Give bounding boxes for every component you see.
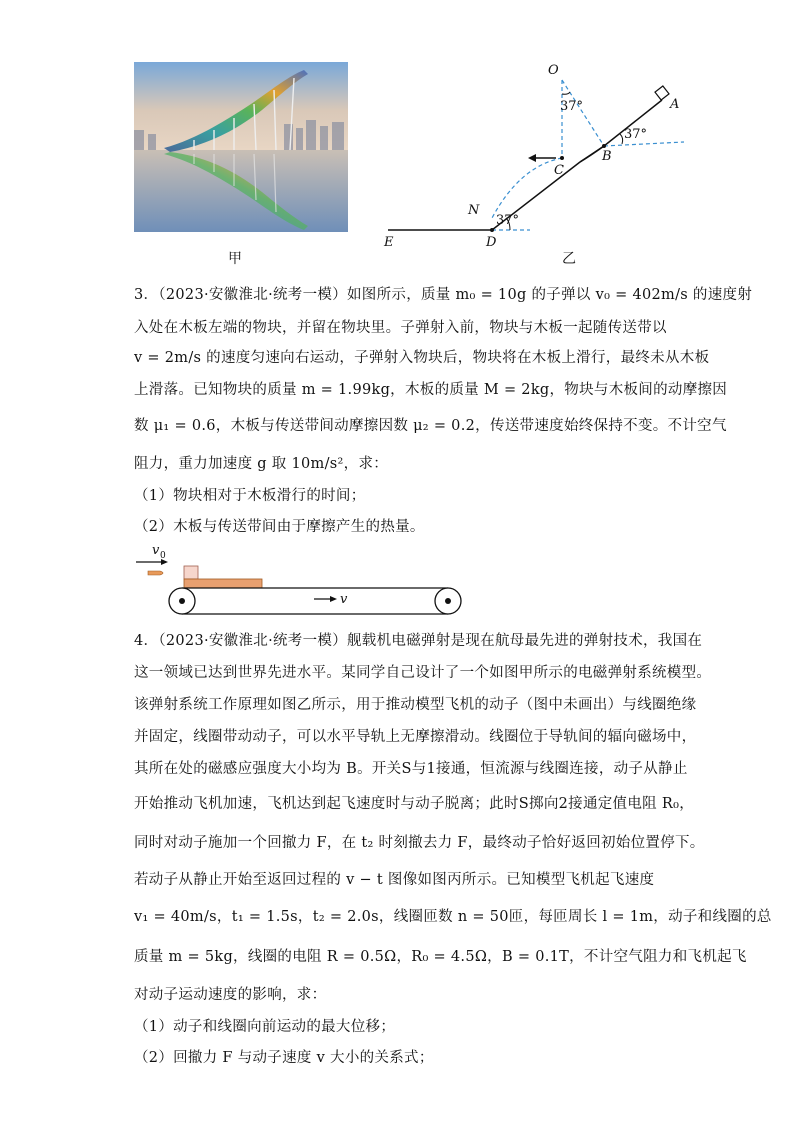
label-B: B xyxy=(602,149,612,164)
problem-4-line: 质量 m = 5kg，线圈的电阻 R = 0.5Ω，R₀ = 4.5Ω，B = 0.1T，不计空气阻力和飞机起飞 xyxy=(134,949,747,965)
problem-4-line: v₁ = 40m/s，t₁ = 1.5s，t₂ = 2.0s，线圈匝数 n = 50匝，每匝周长 l = 1m，动子和线圈的总 xyxy=(134,909,772,925)
problem-3-line: 数 μ₁ = 0.6，木板与传送带间动摩擦因数 μ₂ = 0.2，传送带速度始终保持不变。不计空气 xyxy=(134,418,727,434)
label-N: N xyxy=(468,203,480,218)
label-C: C xyxy=(554,163,564,178)
problem-4-question: （2）回撤力 F 与动子速度 v 大小的关系式； xyxy=(134,1050,434,1066)
problem-3-line: 阻力，重力加速度 g 取 10m/s²，求： xyxy=(134,456,389,472)
diagram-caption: 乙 xyxy=(562,251,576,267)
problem-4-line: 这一领域已达到世界先进水平。某同学自己设计了一个如图甲所示的电磁弹射系统模型。 xyxy=(134,665,712,681)
label-angle-O: 37° xyxy=(560,99,584,114)
conveyor-belt-figure xyxy=(134,540,470,620)
label-O: O xyxy=(548,63,559,78)
belt-velocity-label: v xyxy=(340,592,348,607)
ski-jump-photo xyxy=(134,62,348,232)
label-angle-B: 37° xyxy=(624,127,648,142)
problem-4-line: 开始推动飞机加速，飞机达到起飞速度时与动子脱离；此时S掷向2接通定值电阻 R₀， xyxy=(134,796,694,812)
label-angle-D: 37° xyxy=(496,213,520,228)
photo-caption: 甲 xyxy=(228,251,242,267)
problem-4-question: （1）动子和线圈向前运动的最大位移； xyxy=(134,1019,396,1035)
problem-4-line: 同时对动子施加一个回撤力 F，在 t₂ 时刻撤去力 F，最终动子恰好返回初始位置停下。 xyxy=(134,835,705,851)
problem-4-line: 对动子运动速度的影响，求： xyxy=(134,987,327,1003)
ski-jump-diagram xyxy=(380,58,690,250)
label-A: A xyxy=(670,97,680,112)
problem-3-line: 3．（2023·安徽淮北·统考一模）如图所示，质量 m₀ = 10g 的子弹以 v₀ = 402m/s 的速度射 xyxy=(134,287,753,303)
problem-4-line: 该弹射系统工作原理如图乙所示，用于推动模型飞机的动子（图中未画出）与线圈绝缘 xyxy=(134,697,697,713)
problem-3-question: （1）物块相对于木板滑行的时间； xyxy=(134,488,366,504)
problem-4-line: 4．（2023·安徽淮北·统考一模）舰载机电磁弹射是现在航母最先进的弹射技术，我国在 xyxy=(134,633,703,649)
problem-3-question: （2）木板与传送带间由于摩擦产生的热量。 xyxy=(134,519,425,535)
problem-4-line: 其所在处的磁感应强度大小均为 B。开关S与1接通，恒流源与线圈连接，动子从静止 xyxy=(134,761,688,777)
problem-3-line: v = 2m/s 的速度匀速向右运动，子弹射入物块后，物块将在木板上滑行，最终未从木板 xyxy=(134,350,710,366)
problem-4-line: 若动子从静止开始至返回过程的 v − t 图像如图丙所示。已知模型飞机起飞速度 xyxy=(134,872,655,888)
label-D: D xyxy=(486,235,497,250)
bullet-velocity-subscript: 0 xyxy=(160,551,166,561)
problem-3-line: 入处在木板左端的物块，并留在物块里。子弹射入前，物块与木板一起随传送带以 xyxy=(134,320,667,336)
problem-4-line: 并固定，线圈带动动子，可以水平导轨上无摩擦滑动。线圈位于导轨间的辐向磁场中， xyxy=(134,729,697,745)
problem-3-line: 上滑落。已知物块的质量 m = 1.99kg，木板的质量 M = 2kg，物块与木板间的动摩擦因 xyxy=(134,382,728,398)
label-E: E xyxy=(384,235,394,250)
bullet-velocity-label: v xyxy=(152,543,160,558)
